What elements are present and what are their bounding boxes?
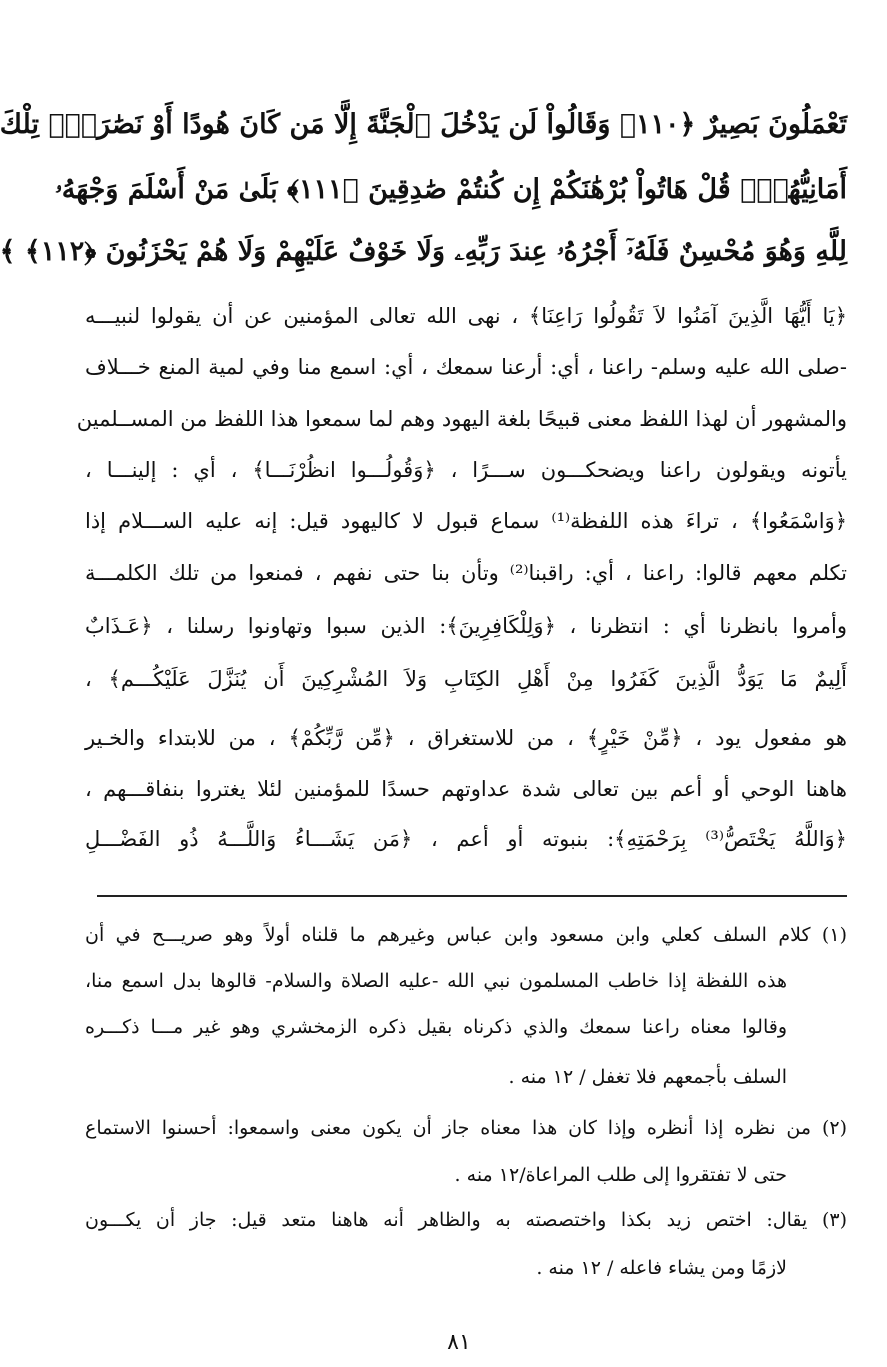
quran-line: أَمَانِيُّهُمْۗ قُلْ هَاتُواْ بُرْهَٰنَكُمْ إِن كُنتُمْ صَٰدِقِينَ ﴿١١١﴾ بَلَىٰ مَنْ أَسْلَمَ وَجْهَهُۥ xyxy=(54,174,847,205)
footnote-line: (١) كلام السلف كعلي وابن مسعود وابن عباس وغيرهم ما قلناه أولاً وهو صريـــح في أن xyxy=(85,924,847,946)
page-number: ٨١ xyxy=(447,1330,471,1355)
commentary-line: يأتونه ويقولون راعنا ويضحكـــون ســـرًا ، ﴿وَقُولُـــوا انظُرْنَـــا﴾ ، أي : إلينـــا ، xyxy=(85,458,847,482)
commentary-line: هاهنا الوحي أو أعم بين تعالى شدة عداوتهم حسدًا للمؤمنين لئلا يغتروا بنفاقـــهم ، xyxy=(85,777,847,801)
commentary-line: هو مفعول يود ، ﴿مِّنْ خَيْرٍ﴾ ، من للاستغراق ، ﴿مِّن رَّبِّكُمْ﴾ ، من للابتداء والخـير xyxy=(85,726,847,750)
footnote-line: لازمًا ومن يشاء فاعله / ١٢ منه . xyxy=(536,1257,787,1279)
quran-line: لِلَّهِ وَهُوَ مُحْسِنٌ فَلَهُۥٓ أَجْرُهُۥ عِندَ رَبِّهِۦ وَلَا خَوْفٌ عَلَيْهِمْ وَلَا هُمْ يَحْزَنُونَ ﴿١١٢﴾ ﴾ xyxy=(0,236,847,267)
footnote-line: (٢) من نظره إذا أنظره وإذا كان هذا معناه جاز أن يكون معنى واسمعوا: أحسنوا الاستماع xyxy=(85,1117,847,1139)
commentary-line: والمشهور أن لهذا اللفظ معنى قبيحًا بلغة اليهود وهم لما سمعوا هذا اللفظ من المســلمين xyxy=(76,407,847,431)
footnote-line: (٣) يقال: اختص زيد بكذا واختصصته به والظاهر أنه هاهنا متعد قيل: جاز أن يكـــون xyxy=(85,1209,847,1231)
commentary-line: ﴿يَا أَيُّهَا الَّذِينَ آمَنُوا لاَ تَقُولُوا رَاعِنَا﴾ ، نهى الله تعالى المؤمنين عن أن يقولوا لنبيـــه xyxy=(85,304,847,328)
footnote-separator xyxy=(97,895,847,897)
commentary-line: ﴿وَاللَّهُ يَخْتَصُّ⁽³⁾ بِرَحْمَتِهِ﴾: بنبوته أو أعم ، ﴿مَن يَشَـــاءُ وَاللَّـــهُ ذُو الفَضْـــلِ xyxy=(85,827,847,851)
commentary-line: تكلم معهم قالوا: راعنا ، أي: راقبنا⁽²⁾ وتأن بنا حتى نفهم ، فمنعوا من تلك الكلمـــة xyxy=(85,561,847,585)
footnote-line: حتى لا تفتقروا إلى طلب المراعاة/١٢ منه . xyxy=(454,1164,787,1186)
commentary-line: -صلى الله عليه وسلم- راعنا ، أي: أرعنا سمعك ، أي: اسمع منا وفي لمية المنع خـــلاف xyxy=(85,355,847,379)
commentary-line: ﴿وَاسْمَعُوا﴾ ، تراءَ هذه اللفظة⁽¹⁾ سماع قبول لا كاليهود قيل: إنه عليه الســـلام إذا xyxy=(85,509,847,533)
quran-line: تَعْمَلُونَ بَصِيرٌ ﴿١١٠﴾ وَقَالُواْ لَن يَدْخُلَ ٱلْجَنَّةَ إِلَّا مَن كَانَ هُودًا أَوْ نَصَٰرَىٰۗ تِلْكَ xyxy=(0,109,847,140)
commentary-line: أَلِيمٌ مَا يَوَدُّ الَّذِينَ كَفَرُوا مِنْ أَهْلِ الكِتَابِ وَلاَ المُشْرِكِينَ أَن يُنَزَّلَ عَلَيْكُـــم﴾ ، xyxy=(85,667,847,691)
footnote-line: هذه اللفظة إذا خاطب المسلمون نبي الله -عليه الصلاة والسلام- قالوها بدل اسمع منا، xyxy=(85,970,787,992)
footnote-line: وقالوا معناه راعنا سمعك والذي ذكرناه بقيل ذكره الزمخشري وهو غير مـــا ذكـــره xyxy=(85,1016,787,1038)
footnote-line: السلف بأجمعهم فلا تغفل / ١٢ منه . xyxy=(508,1066,787,1088)
commentary-line: وأمروا بانظرنا أي : انتظرنا ، ﴿وَلِلْكَافِرِينَ﴾: الذين سبوا وتهاونوا رسلنا ، ﴿عَـذَابٌ xyxy=(85,614,847,638)
